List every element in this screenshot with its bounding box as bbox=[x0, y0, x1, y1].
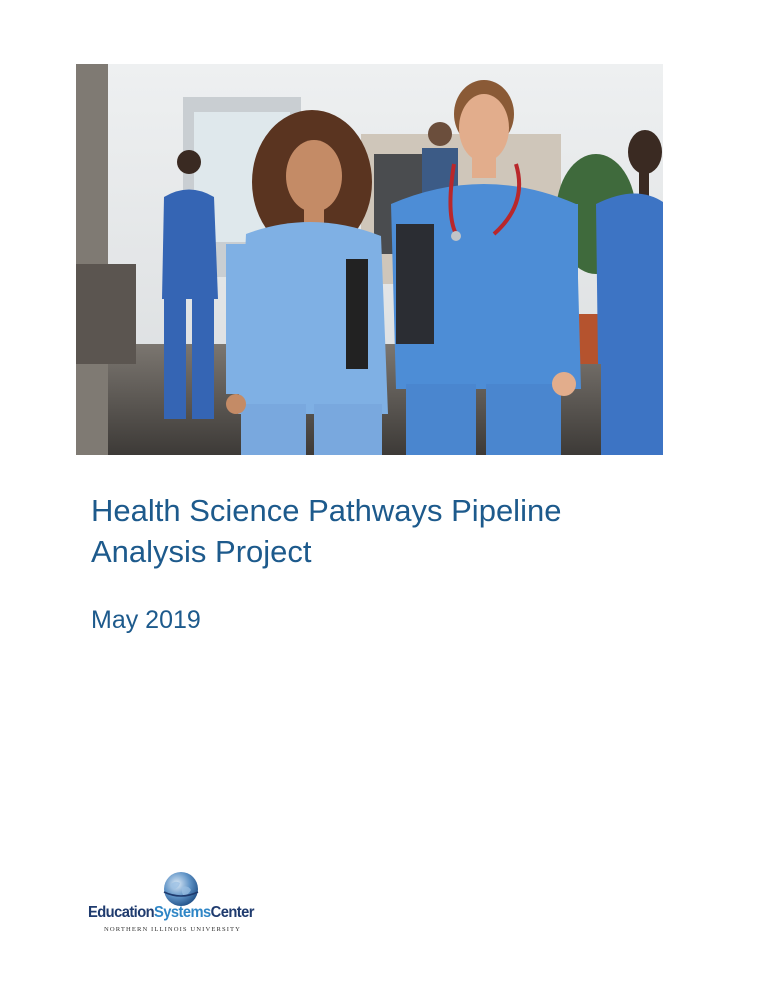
logo-wordmark bbox=[88, 904, 254, 922]
report-title-line-1: Health Science Pathways Pipeline bbox=[91, 493, 562, 528]
education-systems-center-logo bbox=[88, 868, 258, 938]
logo-word-education: Education bbox=[88, 904, 155, 921]
logo-word-systems: Systems bbox=[154, 904, 211, 921]
medical-students-photo bbox=[76, 64, 663, 455]
cover-photo bbox=[76, 64, 663, 455]
globe-icon bbox=[162, 870, 200, 908]
logo-word-center: Center bbox=[210, 904, 254, 921]
report-title-line-2: Analysis Project bbox=[91, 534, 312, 569]
report-title bbox=[91, 490, 691, 572]
logo-subtitle: NORTHERN ILLINOIS UNIVERSITY bbox=[104, 926, 241, 933]
report-date: May 2019 bbox=[91, 606, 201, 634]
